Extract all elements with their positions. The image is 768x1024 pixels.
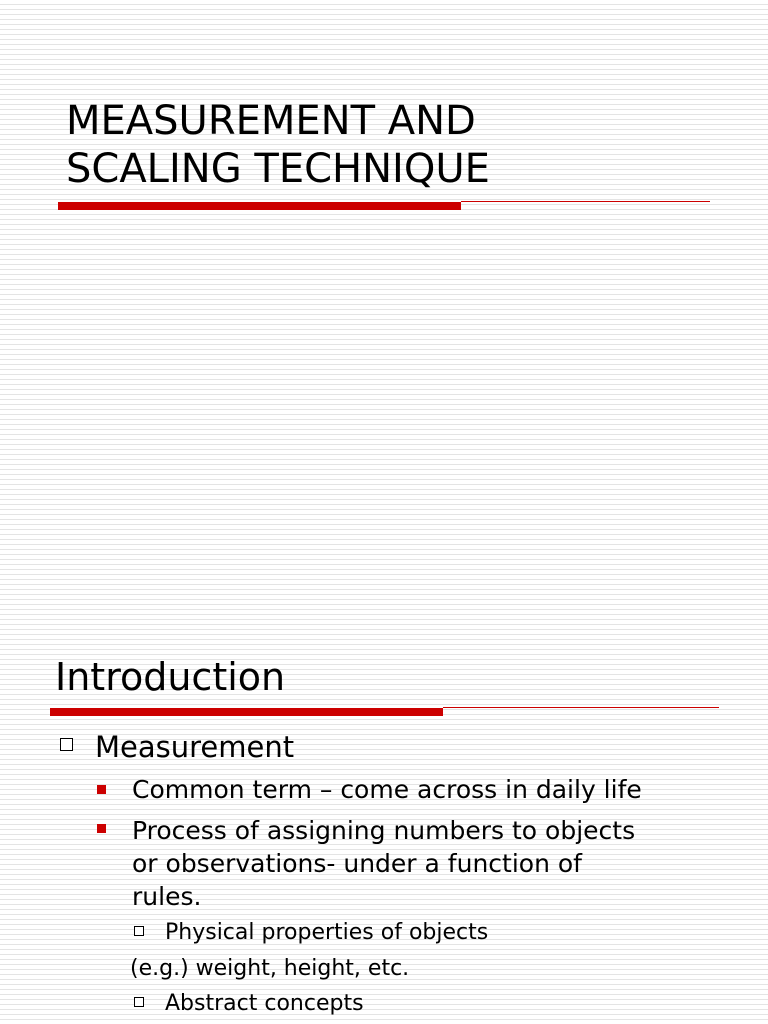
sub-bullet-process-line-2: or observations- under a function of — [132, 849, 582, 878]
bullet-measurement: Measurement — [95, 730, 295, 764]
slide-2 — [0, 620, 768, 1024]
hollow-square-bullet-icon — [134, 997, 144, 1007]
slide-title: Introduction — [55, 655, 286, 699]
solid-square-bullet-icon — [97, 785, 106, 794]
title-underline-thin — [461, 201, 710, 202]
title-underline-thick — [50, 708, 443, 716]
example-text: (e.g.) weight, height, etc. — [130, 956, 410, 981]
sub-bullet-common-term: Common term – come across in daily life — [132, 775, 642, 804]
hollow-square-bullet-icon — [60, 738, 73, 751]
title-underline-thick — [58, 202, 461, 210]
sub-sub-bullet-physical: Physical properties of objects — [165, 920, 489, 945]
title-line-2: SCALING TECHNIQUE — [66, 146, 490, 192]
slide-title — [66, 97, 490, 193]
title-underline-thin — [443, 707, 719, 708]
solid-square-bullet-icon — [97, 824, 106, 833]
sub-bullet-process-line-1: Process of assigning numbers to objects — [132, 816, 636, 845]
sub-sub-bullet-abstract: Abstract concepts — [165, 991, 364, 1016]
title-line-1: MEASUREMENT AND — [66, 98, 476, 144]
sub-bullet-process-line-3: rules. — [132, 882, 202, 911]
hollow-square-bullet-icon — [134, 926, 144, 936]
